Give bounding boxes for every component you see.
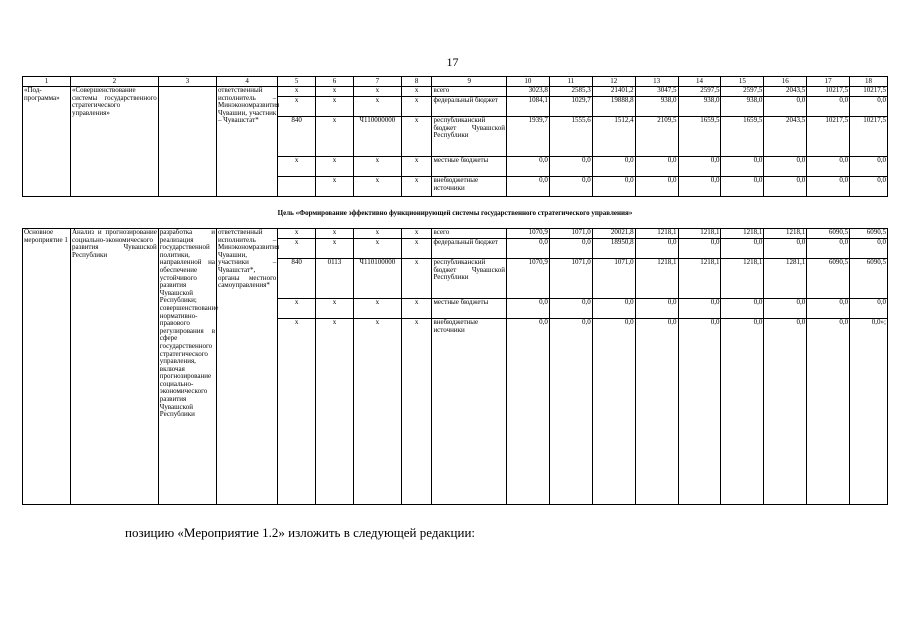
cell-amount: 18950,8 [592,239,635,259]
cell-target-code: x [353,319,401,505]
cell-expense-type: x [401,117,432,157]
cell-amount: 0,0 [678,177,721,197]
cell-section-code: x [316,319,354,505]
cell-amount: 19888,8 [592,97,635,117]
cell-gr-code: 840 [278,259,316,299]
budget-table-main-activity [22,228,888,505]
cell-amount: 1555,6 [549,117,592,157]
cell-amount: 1071,0 [549,229,592,239]
cell-section-code: x [316,157,354,177]
cell-section-code: x [316,239,354,259]
header-row [23,77,888,87]
cell-expense-type: x [401,229,432,239]
cell-target-code: Ч110100000 [353,259,401,299]
cell-amount: 0,0 [721,239,764,259]
cell-funding-source: федеральный бюджет [432,97,507,117]
cell-expense-type: x [401,319,432,505]
cell-funding-source: республиканский бюджет Чувашской Республики [432,117,507,157]
cell-amount: 20021,8 [592,229,635,239]
header-cell: 3 [158,77,216,87]
cell-amount: 0,0 [506,319,549,505]
cell-target-code: x [353,229,401,239]
cell-amount: 938,0 [721,97,764,117]
cell-amount: 1218,1 [678,229,721,239]
cell-gr-code: x [278,299,316,319]
header-cell: 10 [506,77,549,87]
cell-amount: 0,0 [549,239,592,259]
cell-amount: 0,0 [635,319,678,505]
cell-funding-source: всего [432,87,507,97]
cell-c1: Основное мероприятие 1 [23,229,71,505]
cell-amount: 6090,5 [807,259,850,299]
cell-amount: 0,0 [807,319,850,505]
cell-amount: 0,0 [850,177,888,197]
cell-amount: 2043,5 [764,117,807,157]
cell-amount: 0,0 [764,319,807,505]
cell-amount: 2585,3 [549,87,592,97]
cell-amount: 1084,1 [506,97,549,117]
cell-funding-source: внебюджетные источники [432,177,507,197]
cell-amount: 0,0 [850,239,888,259]
cell-amount: 0,0 [506,177,549,197]
cell-amount: 0,0 [635,239,678,259]
cell-target-code: x [353,97,401,117]
cell-amount: 0,0 [592,177,635,197]
header-cell: 1 [23,77,71,87]
cell-amount: 10217,5 [807,87,850,97]
header-cell: 7 [353,77,401,87]
cell-c2: Анализ и прогнозирование социально-экономического развития Чувашской Республики [70,229,158,505]
cell-amount: 1029,7 [549,97,592,117]
cell-amount: 938,0 [678,97,721,117]
cell-amount: 1512,4 [592,117,635,157]
cell-amount: 1939,7 [506,117,549,157]
cell-amount: 6090,5 [807,229,850,239]
cell-amount: 6090,5 [850,259,888,299]
cell-c3 [158,87,216,197]
cell-gr-code: x [278,319,316,505]
cell-c4: ответственный исполнитель – Минэкономразвития Чувашии, участник – Чувашстат* [217,87,278,197]
header-cell: 12 [592,77,635,87]
cell-c3: разработка и реализация государственной политики, направленной на обеспечение устойчивого развития Чувашской Республики; совершенствование нормативно-правового регулирования в сфере государственного стратегического управления, включая прогнозирование социально-экономического развития Чувашской Республики [158,229,216,505]
cell-target-code: x [353,87,401,97]
cell-target-code: Ч110000000 [353,117,401,157]
cell-amount: 1071,0 [592,259,635,299]
header-cell: 14 [678,77,721,87]
cell-amount: 0,0 [764,299,807,319]
cell-amount: 10217,5 [807,117,850,157]
cell-gr-code: 840 [278,117,316,157]
cell-amount: 2043,5 [764,87,807,97]
cell-amount: 0,0 [850,299,888,319]
instruction-text: позицию «Мероприятие 1.2» изложить в следующей редакции: [125,525,476,540]
cell-amount: 0,0 [678,299,721,319]
cell-amount: 21401,2 [592,87,635,97]
cell-funding-source: местные бюджеты [432,157,507,177]
cell-amount: 0,0 [592,299,635,319]
cell-amount: 0,0 [721,299,764,319]
cell-gr-code: x [278,97,316,117]
cell-section-code: x [316,229,354,239]
cell-amount: 1070,9 [506,229,549,239]
cell-expense-type: x [401,259,432,299]
cell-funding-source: всего [432,229,507,239]
cell-amount: 0,0 [764,177,807,197]
cell-amount: 2109,5 [635,117,678,157]
cell-section-code: x [316,299,354,319]
cell-section-code: x [316,177,354,197]
cell-amount: 0,0 [549,319,592,505]
cell-section-code: 0113 [316,259,354,299]
cell-amount: 0,0 [721,157,764,177]
cell-amount: 0,0 [592,157,635,177]
header-cell: 6 [316,77,354,87]
cell-amount: 0,0 [807,177,850,197]
cell-amount: 0,0 [506,299,549,319]
cell-target-code: x [353,157,401,177]
cell-amount: 10217,5 [850,87,888,97]
cell-expense-type: x [401,157,432,177]
cell-amount: 1218,1 [635,259,678,299]
table-row [23,87,888,97]
cell-amount: 3023,8 [506,87,549,97]
cell-amount: 0,0 [721,177,764,197]
cell-amount: 1281,1 [764,259,807,299]
cell-amount: 1659,5 [721,117,764,157]
cell-amount: 0,0 [721,319,764,505]
header-cell: 18 [850,77,888,87]
cell-expense-type: x [401,177,432,197]
cell-section-code: x [316,97,354,117]
page-number: 17 [446,55,459,69]
cell-amount: 0,0 [764,157,807,177]
header-cell: 9 [432,77,507,87]
header-cell: 2 [70,77,158,87]
cell-gr-code: x [278,239,316,259]
cell-amount: 0,0 [678,319,721,505]
cell-gr-code [278,177,316,197]
cell-amount: 0,0 [635,157,678,177]
cell-c2: «Совершенствование системы государственного стратегического управления» [70,87,158,197]
cell-amount: 0,0»; [850,319,888,505]
cell-amount: 2597,5 [678,87,721,97]
cell-expense-type: x [401,299,432,319]
cell-amount: 0,0 [506,157,549,177]
cell-amount: 938,0 [635,97,678,117]
cell-amount: 1218,1 [764,229,807,239]
cell-expense-type: x [401,97,432,117]
cell-amount: 0,0 [635,177,678,197]
cell-amount: 1218,1 [678,259,721,299]
cell-amount: 0,0 [549,157,592,177]
cell-amount: 0,0 [592,319,635,505]
cell-amount: 0,0 [678,157,721,177]
cell-amount: 1218,1 [721,229,764,239]
cell-target-code: x [353,299,401,319]
cell-amount: 1659,5 [678,117,721,157]
header-cell: 8 [401,77,432,87]
cell-section-code: x [316,117,354,157]
cell-amount: 1218,1 [721,259,764,299]
cell-section-code: x [316,87,354,97]
cell-amount: 1070,9 [506,259,549,299]
cell-amount: 0,0 [549,177,592,197]
cell-expense-type: x [401,87,432,97]
cell-amount: 0,0 [850,97,888,117]
cell-target-code: x [353,239,401,259]
cell-amount: 3047,5 [635,87,678,97]
cell-funding-source: внебюджетные источники [432,319,507,505]
header-cell: 11 [549,77,592,87]
cell-amount: 0,0 [764,239,807,259]
cell-amount: 0,0 [678,239,721,259]
cell-amount: 0,0 [764,97,807,117]
cell-amount: 0,0 [506,239,549,259]
cell-amount: 10217,5 [850,117,888,157]
cell-gr-code: x [278,229,316,239]
cell-funding-source: местные бюджеты [432,299,507,319]
cell-amount: 1071,0 [549,259,592,299]
cell-gr-code: x [278,157,316,177]
header-cell: 13 [635,77,678,87]
cell-amount: 0,0 [807,239,850,259]
cell-funding-source: республиканский бюджет Чувашской Республики [432,259,507,299]
cell-funding-source: федеральный бюджет [432,239,507,259]
goal-heading: Цель «Формирование эффективно функционирующей системы государственного стратегического управления» [277,209,633,217]
cell-gr-code: x [278,87,316,97]
header-cell: 16 [764,77,807,87]
cell-amount: 0,0 [807,97,850,117]
header-cell: 17 [807,77,850,87]
cell-amount: 0,0 [807,157,850,177]
header-cell: 15 [721,77,764,87]
cell-amount: 1218,1 [635,229,678,239]
header-cell: 5 [278,77,316,87]
cell-c1: «Под-программа» [23,87,71,197]
cell-amount: 0,0 [635,299,678,319]
header-cell: 4 [217,77,278,87]
budget-table-subprogram [22,76,888,197]
cell-amount: 2597,5 [721,87,764,97]
cell-target-code: x [353,177,401,197]
table-row [23,229,888,239]
cell-amount: 0,0 [807,299,850,319]
cell-expense-type: x [401,239,432,259]
cell-amount: 6090,5 [850,229,888,239]
cell-amount: 0,0 [850,157,888,177]
cell-c4: ответственный исполнитель – Минэкономразвития Чувашии, участники – Чувашстат*, органы местного самоуправления* [217,229,278,505]
cell-amount: 0,0 [549,299,592,319]
